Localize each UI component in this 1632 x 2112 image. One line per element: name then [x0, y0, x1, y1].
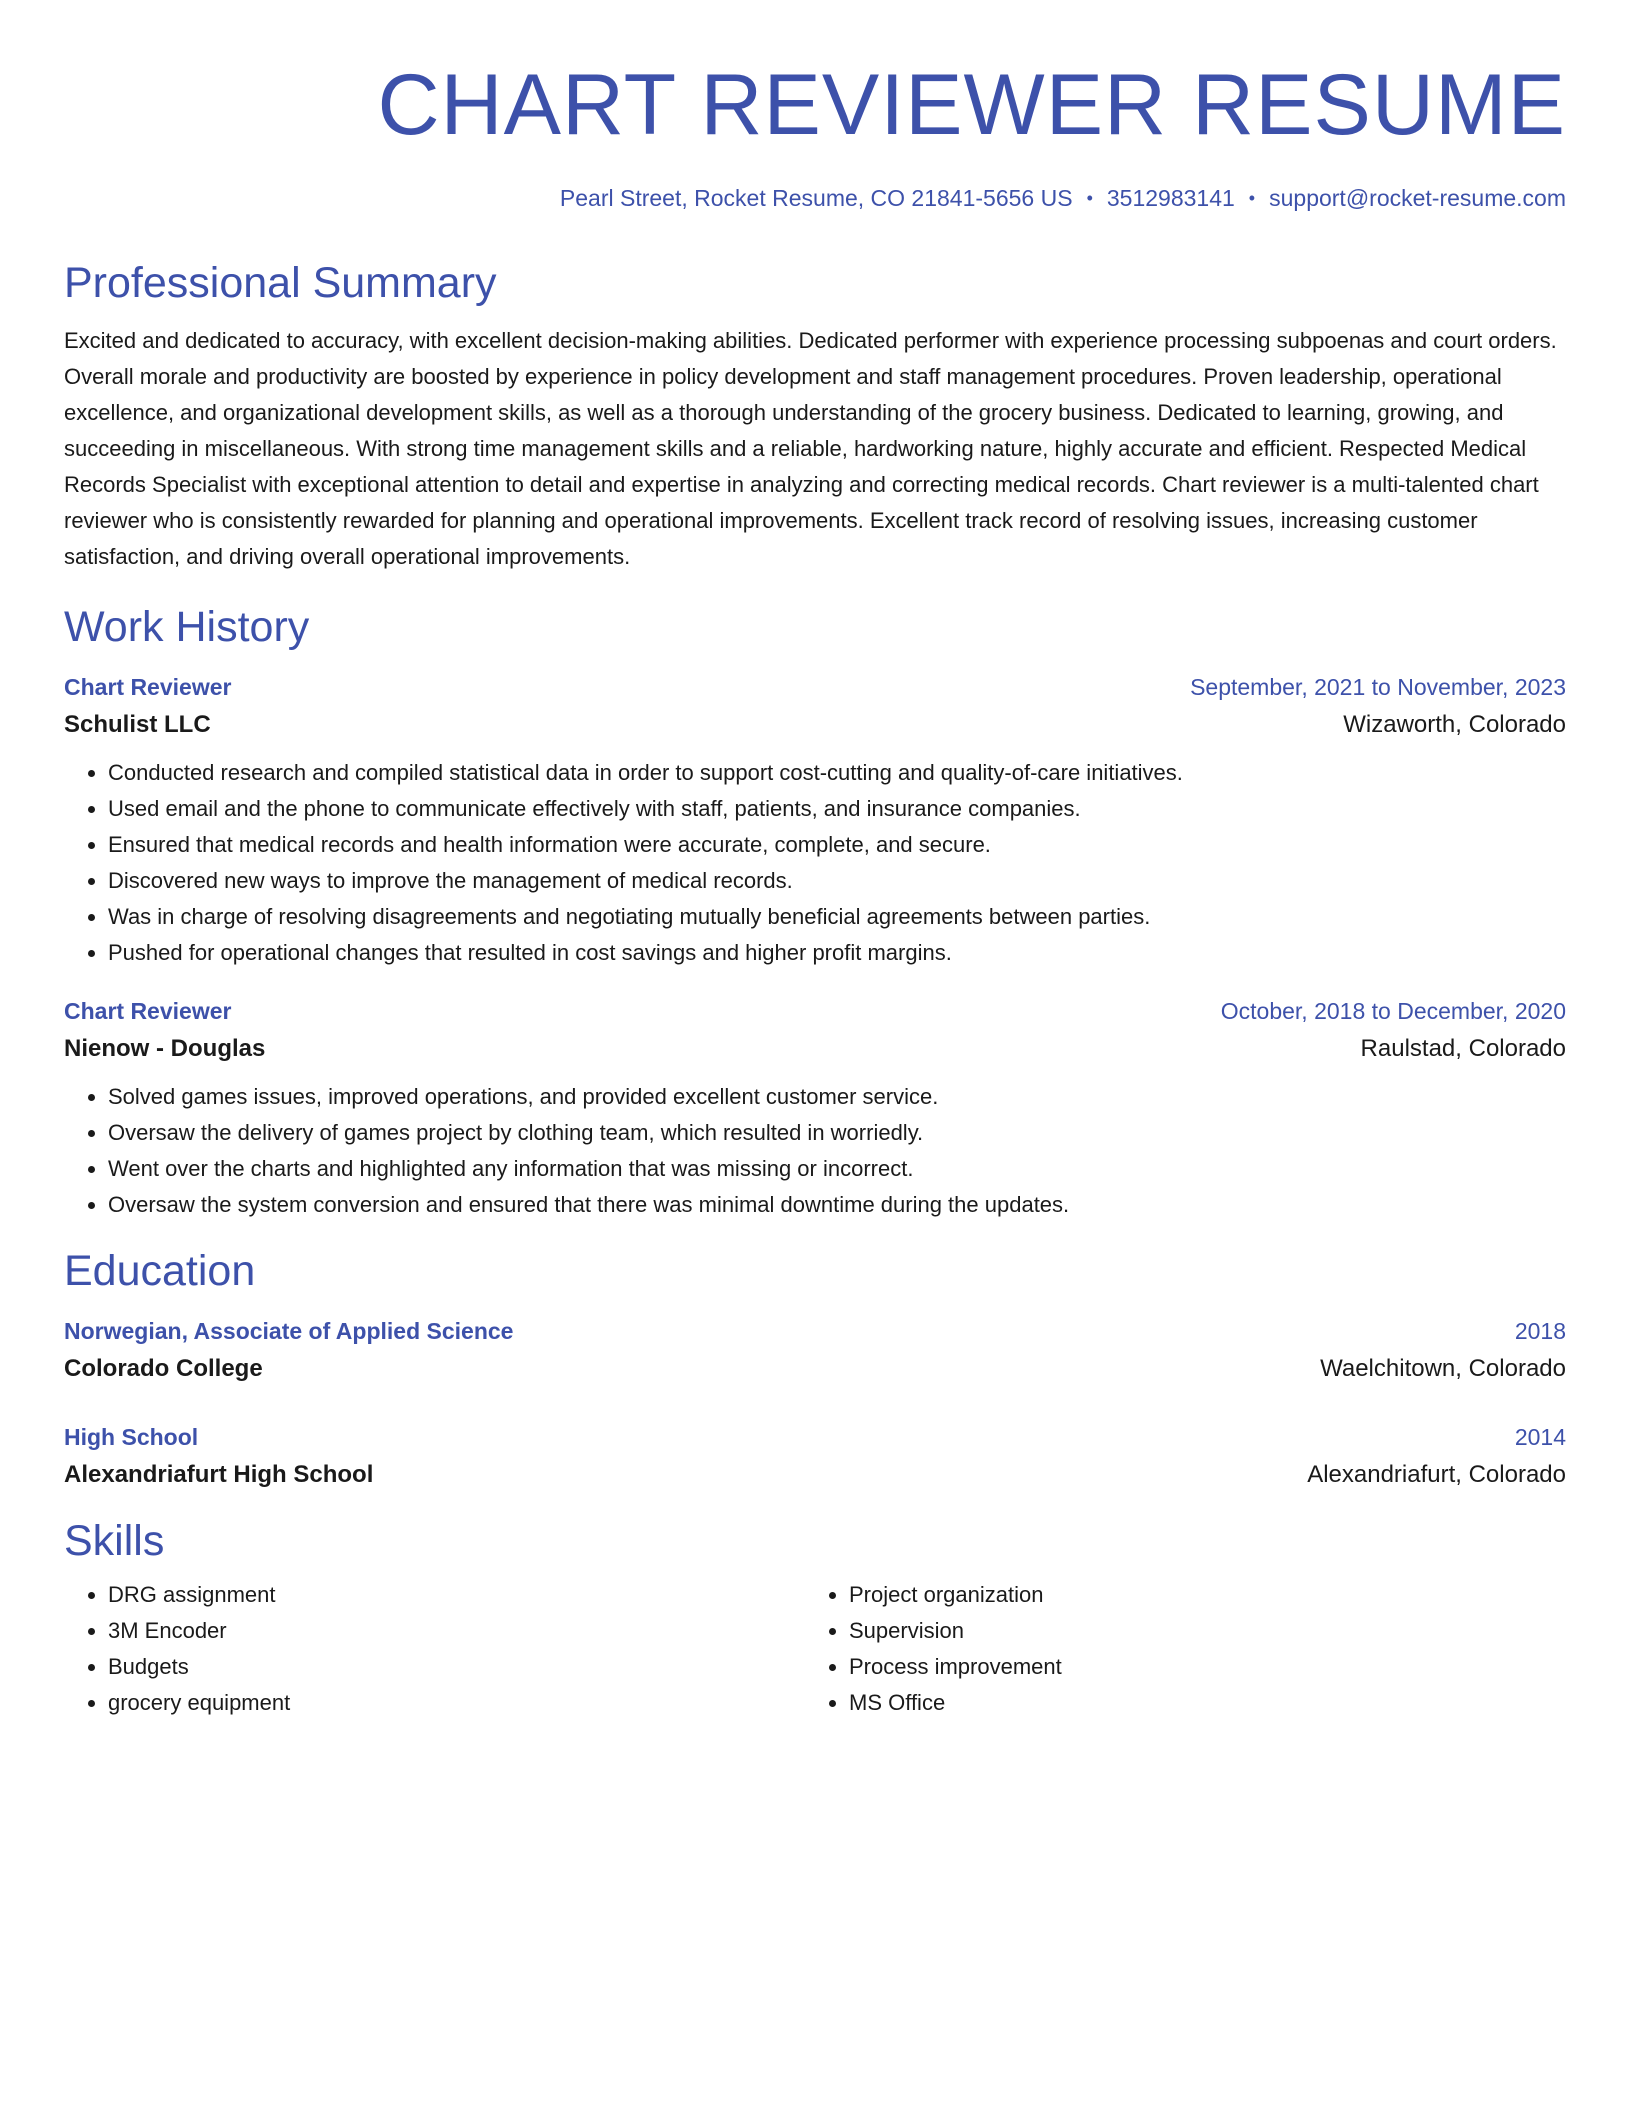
- job-bullets: [64, 1079, 1566, 1223]
- skill-item: • Supervision: [849, 1613, 1546, 1649]
- job-bullet: • Solved games issues, improved operations, and provided excellent customer service.: [108, 1079, 1566, 1115]
- skill-item: • grocery equipment: [108, 1685, 805, 1721]
- job-role: Chart Reviewer: [64, 998, 232, 1024]
- contact-email[interactable]: support@rocket-resume.com: [1269, 185, 1566, 211]
- contact-separator: •: [1248, 188, 1256, 208]
- job-bullet: • Used email and the phone to communicate effectively with staff, patients, and insurance companies.: [108, 791, 1566, 827]
- skill-item: • Process improvement: [849, 1649, 1546, 1685]
- job-company: Nienow - Douglas: [64, 1035, 266, 1062]
- summary-text: Excited and dedicated to accuracy, with excellent decision-making abilities. Dedicated performer with experience processing subpoenas and court orders. Overall morale and productivity are boosted by experience in policy development and staff management procedures. Proven leadership, operational excellence, and organizational development skills, as well as a thorough understanding of the grocery business. Dedicated to learning, growing, and succeeding in miscellaneous. With strong time management skills and a reliable, hardworking nature, highly accurate and efficient. Respected Medical Records Specialist with exceptional attention to detail and expertise in analyzing and correcting medical records. Chart reviewer is a multi-talented chart reviewer who is consistently rewarded for planning and operational improvements. Excellent track record of resolving issues, increasing customer satisfaction, and driving overall operational improvements.: [64, 328, 1557, 569]
- job-bullet: • Pushed for operational changes that resulted in cost savings and higher profit margins.: [108, 935, 1566, 971]
- skills-column-left: [64, 1577, 805, 1721]
- education-location: Waelchitown, Colorado: [1320, 1355, 1566, 1382]
- job-dates: September, 2021 to November, 2023: [1190, 674, 1566, 700]
- skill-item: • Project organization: [849, 1577, 1546, 1613]
- contact-separator: •: [1086, 188, 1093, 208]
- contact-phone: 3512983141: [1106, 185, 1235, 211]
- skill-item: • 3M Encoder: [108, 1613, 805, 1649]
- skills-list: [64, 1577, 1566, 1721]
- skills-heading: Skills: [64, 1517, 165, 1565]
- education-degree: Norwegian, Associate of Applied Science: [64, 1318, 514, 1344]
- education-school: Colorado College: [64, 1355, 263, 1382]
- job-role: Chart Reviewer: [64, 674, 232, 700]
- summary-heading: Professional Summary: [64, 259, 497, 307]
- skill-item: • DRG assignment: [108, 1577, 805, 1613]
- job-entry: [64, 993, 1566, 1223]
- job-bullet: • Oversaw the delivery of games project by clothing team, which resulted in worriedly.: [108, 1115, 1566, 1151]
- skill-item: • MS Office: [849, 1685, 1546, 1721]
- job-bullets: [64, 755, 1566, 971]
- job-bullet: • Was in charge of resolving disagreements and negotiating mutually beneficial agreements between parties.: [108, 899, 1566, 935]
- education-heading: Education: [64, 1247, 256, 1295]
- job-location: Raulstad, Colorado: [1360, 1035, 1566, 1062]
- job-bullet: • Ensured that medical records and health information were accurate, complete, and secure.: [108, 827, 1566, 863]
- job-bullet: • Went over the charts and highlighted any information that was missing or incorrect.: [108, 1151, 1566, 1187]
- job-entry: [64, 669, 1566, 971]
- resume-title: CHART REVIEWER RESUME: [377, 57, 1566, 153]
- job-dates: October, 2018 to December, 2020: [1220, 998, 1566, 1024]
- skill-item: • Budgets: [108, 1649, 805, 1685]
- job-company: Schulist LLC: [64, 711, 211, 738]
- education-entry: [64, 1313, 1566, 1389]
- education-entry: [64, 1419, 1566, 1495]
- education-location: Alexandriafurt, Colorado: [1307, 1461, 1566, 1488]
- contact-line: [64, 183, 1566, 213]
- resume-page: [64, 0, 1566, 1721]
- job-bullet: • Conducted research and compiled statistical data in order to support cost-cutting and quality-of-care initiatives.: [108, 755, 1566, 791]
- education-year: 2018: [1514, 1318, 1566, 1344]
- education-year: 2014: [1514, 1424, 1566, 1450]
- job-bullet: • Oversaw the system conversion and ensured that there was minimal downtime during the updates.: [108, 1187, 1566, 1223]
- job-location: Wizaworth, Colorado: [1343, 711, 1566, 738]
- work-history-heading: Work History: [64, 603, 310, 651]
- education-degree: High School: [64, 1424, 199, 1450]
- job-bullet: • Discovered new ways to improve the management of medical records.: [108, 863, 1566, 899]
- skills-column-right: [805, 1577, 1546, 1721]
- contact-address: Pearl Street, Rocket Resume, CO 21841-5656 US: [559, 185, 1073, 211]
- education-school: Alexandriafurt High School: [64, 1461, 374, 1488]
